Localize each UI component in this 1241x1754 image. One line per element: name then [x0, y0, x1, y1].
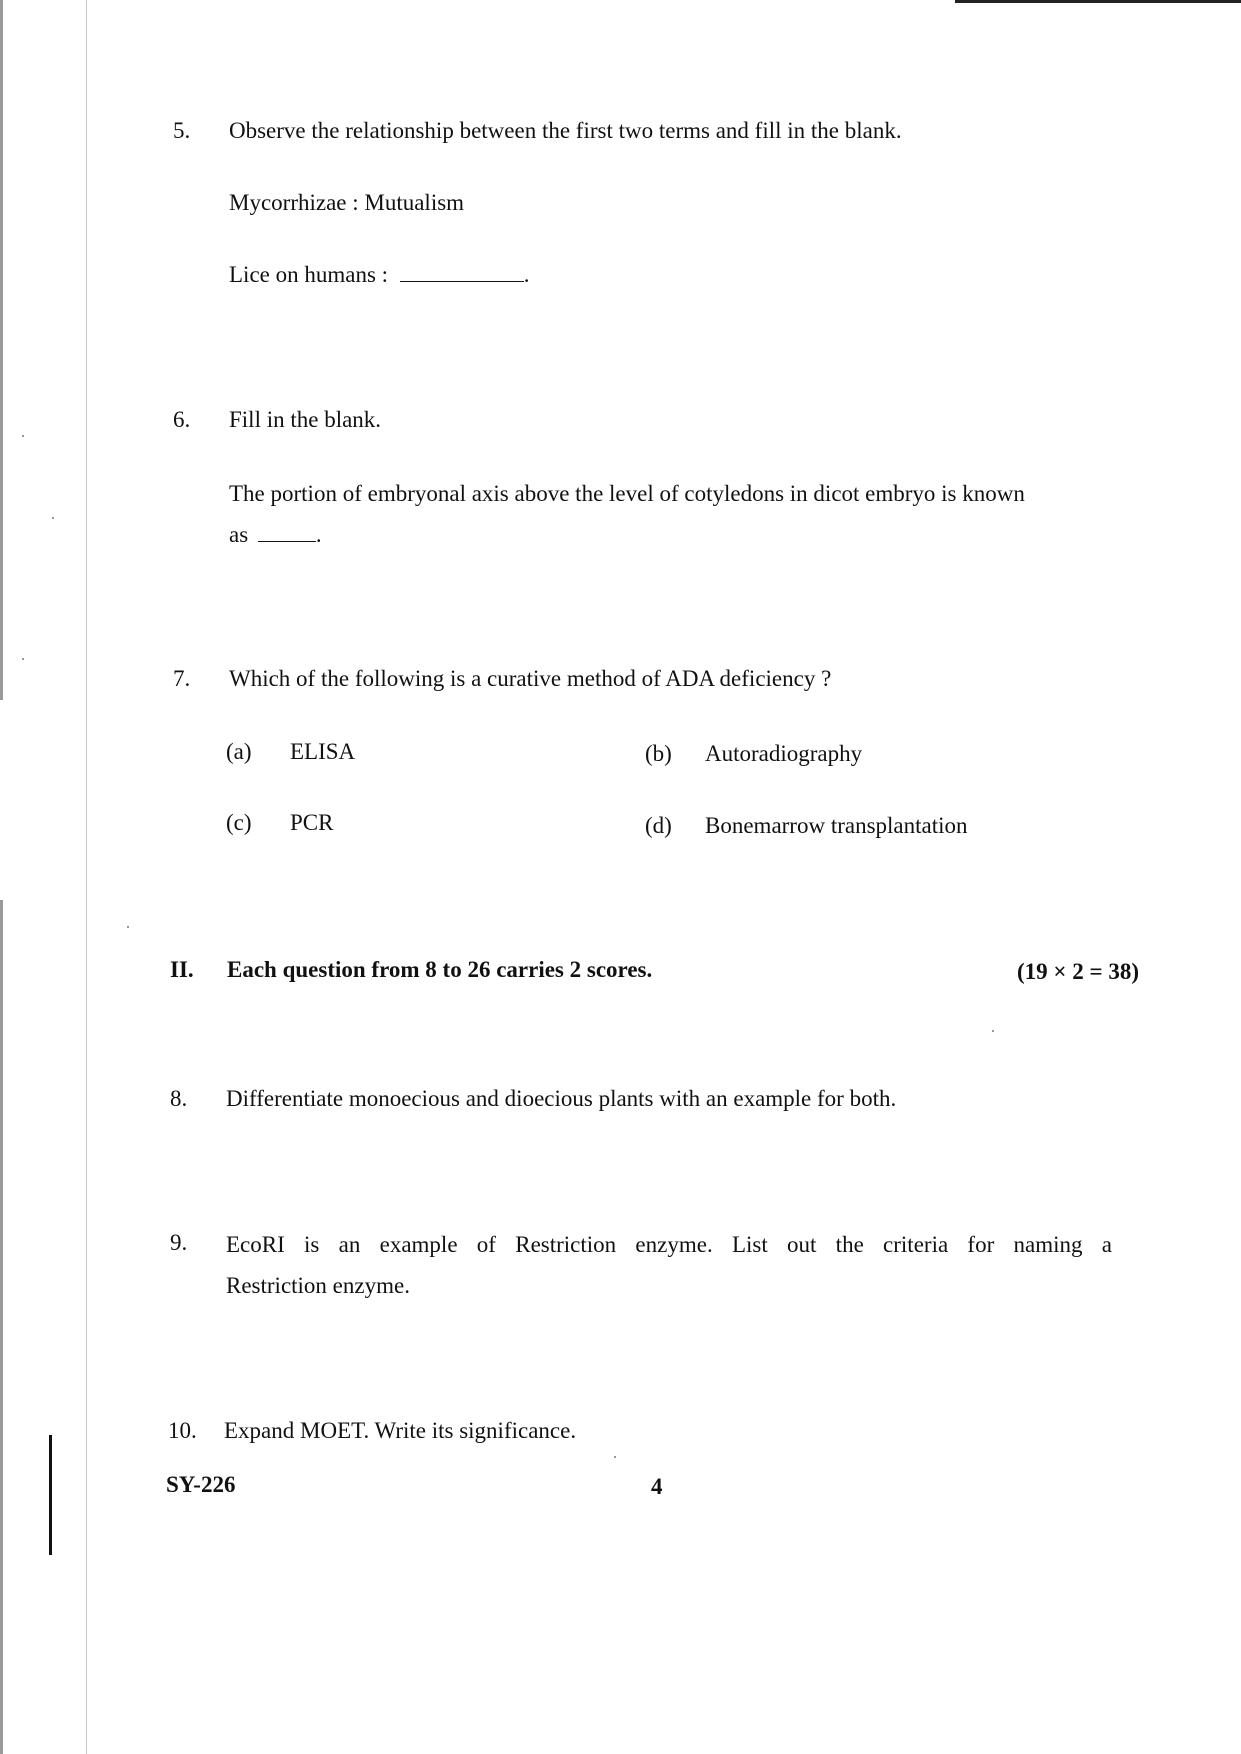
q5-prompt: Observe the relationship between the first two terms and fill in the blank. — [229, 118, 902, 143]
q6-number: 6. — [173, 407, 191, 432]
q6-text-line2-label: as — [229, 522, 249, 547]
q9-line2: Restriction enzyme. — [226, 1273, 410, 1298]
binding-mark — [49, 1435, 52, 1555]
period: . — [523, 262, 530, 287]
scan-edge-line — [0, 900, 3, 1754]
speck — [52, 517, 54, 519]
q7-option-a-text: ELISA — [290, 739, 356, 764]
section2-heading: Each question from 8 to 26 carries 2 scores. — [227, 957, 653, 982]
q5-pair: Mycorrhizae : Mutualism — [229, 190, 465, 215]
section2-marks: (19 × 2 = 38) — [1017, 959, 1140, 984]
speck — [127, 926, 129, 928]
q7-option-c-text: PCR — [290, 810, 334, 835]
speck — [22, 658, 24, 660]
q6-prompt: Fill in the blank. — [229, 407, 382, 432]
answer-blank — [400, 263, 524, 282]
q8-number: 8. — [170, 1086, 188, 1111]
q7-option-d-label: (d) — [645, 813, 672, 838]
footer-code: SY-226 — [166, 1472, 236, 1497]
speck — [992, 1030, 994, 1032]
q9-line1: EcoRI is an example of Restriction enzyme. List out the criteria for naming a — [226, 1232, 1112, 1257]
section2-number: II. — [170, 957, 194, 982]
q7-option-b-text: Autoradiography — [705, 741, 863, 766]
q7-number: 7. — [173, 666, 191, 691]
q7-option-a-label: (a) — [226, 739, 252, 764]
speck — [22, 435, 24, 437]
q5-blank-line — [229, 261, 530, 289]
q7-option-b-label: (b) — [645, 741, 672, 766]
q5-blank-label: Lice on humans : — [229, 262, 389, 287]
answer-blank — [258, 523, 316, 542]
q6-text-line1: The portion of embryonal axis above the level of cotyledons in dicot embryo is known — [229, 481, 1025, 506]
q6-text-line2 — [229, 521, 322, 549]
q7-option-d-text: Bonemarrow transplantation — [705, 813, 968, 838]
q10-number: 10. — [168, 1418, 197, 1443]
footer-page-number: 4 — [651, 1474, 663, 1499]
scan-edge-line — [0, 0, 3, 700]
q8-prompt: Differentiate monoecious and dioecious plants with an example for both. — [226, 1086, 897, 1111]
q9-number: 9. — [170, 1230, 188, 1255]
q5-number: 5. — [173, 118, 191, 143]
top-rule — [955, 0, 1241, 3]
speck — [614, 1456, 616, 1458]
q10-prompt: Expand MOET. Write its significance. — [224, 1418, 577, 1443]
scan-margin — [0, 0, 87, 1754]
q7-option-c-label: (c) — [226, 810, 252, 835]
period: . — [315, 522, 322, 547]
q7-prompt: Which of the following is a curative method of ADA deficiency ? — [229, 666, 832, 691]
